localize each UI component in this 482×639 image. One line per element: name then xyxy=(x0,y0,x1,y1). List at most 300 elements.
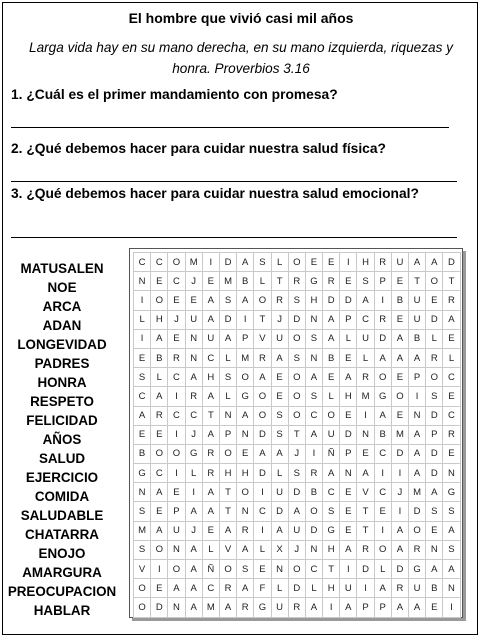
grid-cell[interactable]: E xyxy=(391,368,408,387)
grid-cell[interactable]: N xyxy=(168,598,185,617)
grid-cell[interactable]: B xyxy=(134,444,151,463)
grid-cell[interactable]: S xyxy=(288,464,305,483)
grid-cell[interactable]: A xyxy=(409,253,426,272)
grid-cell[interactable]: C xyxy=(202,348,219,367)
grid-cell[interactable]: N xyxy=(340,464,357,483)
grid-cell[interactable]: O xyxy=(219,444,236,463)
grid-cell[interactable]: G xyxy=(134,464,151,483)
grid-cell[interactable]: A xyxy=(340,368,357,387)
grid-cell[interactable]: N xyxy=(134,272,151,291)
grid-cell[interactable]: D xyxy=(288,483,305,502)
grid-cell[interactable]: R xyxy=(443,291,460,310)
grid-cell[interactable]: J xyxy=(185,521,202,540)
grid-cell[interactable]: C xyxy=(185,406,202,425)
grid-cell[interactable]: T xyxy=(357,502,374,521)
grid-cell[interactable]: D xyxy=(340,291,357,310)
grid-cell[interactable]: S xyxy=(443,502,460,521)
grid-cell[interactable]: S xyxy=(305,387,322,406)
grid-cell[interactable]: O xyxy=(323,406,340,425)
grid-cell[interactable]: O xyxy=(305,502,322,521)
grid-cell[interactable]: B xyxy=(409,329,426,348)
grid-cell[interactable]: E xyxy=(168,483,185,502)
grid-cell[interactable]: U xyxy=(168,521,185,540)
grid-cell[interactable]: A xyxy=(185,540,202,559)
grid-cell[interactable]: H xyxy=(357,253,374,272)
grid-cell[interactable]: S xyxy=(323,502,340,521)
grid-cell[interactable]: C xyxy=(443,406,460,425)
grid-cell[interactable]: O xyxy=(288,560,305,579)
grid-cell[interactable]: O xyxy=(374,540,391,559)
grid-cell[interactable]: A xyxy=(271,444,288,463)
grid-cell[interactable]: A xyxy=(219,598,236,617)
grid-cell[interactable]: O xyxy=(288,387,305,406)
grid-cell[interactable]: D xyxy=(409,502,426,521)
grid-cell[interactable]: A xyxy=(305,368,322,387)
grid-cell[interactable]: I xyxy=(134,291,151,310)
grid-cell[interactable]: S xyxy=(443,540,460,559)
grid-cell[interactable]: M xyxy=(219,272,236,291)
grid-cell[interactable]: E xyxy=(323,368,340,387)
grid-cell[interactable]: E xyxy=(151,579,168,598)
grid-cell[interactable]: D xyxy=(426,310,443,329)
grid-cell[interactable]: D xyxy=(391,560,408,579)
grid-cell[interactable]: B xyxy=(323,348,340,367)
grid-cell[interactable]: L xyxy=(374,560,391,579)
grid-cell[interactable]: S xyxy=(271,406,288,425)
grid-cell[interactable]: G xyxy=(443,483,460,502)
grid-cell[interactable]: C xyxy=(443,368,460,387)
grid-cell[interactable]: T xyxy=(443,272,460,291)
grid-cell[interactable]: S xyxy=(134,502,151,521)
grid-cell[interactable]: T xyxy=(219,502,236,521)
grid-cell[interactable]: O xyxy=(134,598,151,617)
grid-cell[interactable]: D xyxy=(288,310,305,329)
grid-cell[interactable]: E xyxy=(443,387,460,406)
grid-cell[interactable]: M xyxy=(134,521,151,540)
grid-cell[interactable]: D xyxy=(340,425,357,444)
grid-cell[interactable]: I xyxy=(185,483,202,502)
grid-cell[interactable]: E xyxy=(185,291,202,310)
grid-cell[interactable]: I xyxy=(168,464,185,483)
grid-cell[interactable]: L xyxy=(151,368,168,387)
grid-cell[interactable]: G xyxy=(409,560,426,579)
grid-cell[interactable]: R xyxy=(288,272,305,291)
grid-cell[interactable]: U xyxy=(185,310,202,329)
grid-cell[interactable]: H xyxy=(323,579,340,598)
grid-cell[interactable]: C xyxy=(134,387,151,406)
grid-cell[interactable]: P xyxy=(340,444,357,463)
grid-cell[interactable]: O xyxy=(288,406,305,425)
grid-cell[interactable]: C xyxy=(168,272,185,291)
grid-cell[interactable]: O xyxy=(237,368,254,387)
grid-cell[interactable]: J xyxy=(271,310,288,329)
grid-cell[interactable]: A xyxy=(340,598,357,617)
grid-cell[interactable]: A xyxy=(202,483,219,502)
grid-cell[interactable]: E xyxy=(271,368,288,387)
grid-cell[interactable]: H xyxy=(305,291,322,310)
grid-cell[interactable]: V xyxy=(254,329,271,348)
grid-cell[interactable]: O xyxy=(426,368,443,387)
grid-cell[interactable]: E xyxy=(271,387,288,406)
grid-cell[interactable]: D xyxy=(374,329,391,348)
grid-cell[interactable]: D xyxy=(151,598,168,617)
grid-cell[interactable]: D xyxy=(323,291,340,310)
grid-cell[interactable]: A xyxy=(202,291,219,310)
grid-cell[interactable]: H xyxy=(323,540,340,559)
grid-cell[interactable]: B xyxy=(305,483,322,502)
grid-cell[interactable]: N xyxy=(409,406,426,425)
grid-cell[interactable]: L xyxy=(202,540,219,559)
grid-cell[interactable]: I xyxy=(134,329,151,348)
grid-cell[interactable]: S xyxy=(288,348,305,367)
grid-cell[interactable]: D xyxy=(254,425,271,444)
grid-cell[interactable]: S xyxy=(288,291,305,310)
grid-cell[interactable]: A xyxy=(323,310,340,329)
grid-cell[interactable]: E xyxy=(168,291,185,310)
grid-cell[interactable]: C xyxy=(151,253,168,272)
grid-cell[interactable]: A xyxy=(374,348,391,367)
grid-cell[interactable]: P xyxy=(357,598,374,617)
grid-cell[interactable]: L xyxy=(219,387,236,406)
grid-cell[interactable]: T xyxy=(323,560,340,579)
grid-cell[interactable]: P xyxy=(237,329,254,348)
grid-cell[interactable]: A xyxy=(426,253,443,272)
grid-cell[interactable]: E xyxy=(151,272,168,291)
grid-cell[interactable]: N xyxy=(305,310,322,329)
grid-cell[interactable]: S xyxy=(357,272,374,291)
grid-cell[interactable]: B xyxy=(426,579,443,598)
grid-cell[interactable]: C xyxy=(202,579,219,598)
grid-cell[interactable]: R xyxy=(151,406,168,425)
grid-cell[interactable]: O xyxy=(151,444,168,463)
grid-cell[interactable]: P xyxy=(219,425,236,444)
grid-cell[interactable]: S xyxy=(219,368,236,387)
grid-cell[interactable]: E xyxy=(151,502,168,521)
grid-cell[interactable]: A xyxy=(409,598,426,617)
grid-cell[interactable]: E xyxy=(202,521,219,540)
grid-cell[interactable]: N xyxy=(237,502,254,521)
grid-cell[interactable]: N xyxy=(443,464,460,483)
grid-cell[interactable]: I xyxy=(357,406,374,425)
grid-cell[interactable]: R xyxy=(237,521,254,540)
grid-cell[interactable]: A xyxy=(271,348,288,367)
grid-cell[interactable]: A xyxy=(168,579,185,598)
grid-cell[interactable]: U xyxy=(409,579,426,598)
grid-cell[interactable]: E xyxy=(151,425,168,444)
grid-cell[interactable]: A xyxy=(219,521,236,540)
grid-cell[interactable]: A xyxy=(391,598,408,617)
grid-cell[interactable]: L xyxy=(443,348,460,367)
grid-cell[interactable]: L xyxy=(305,579,322,598)
grid-cell[interactable]: N xyxy=(443,579,460,598)
grid-cell[interactable]: R xyxy=(426,348,443,367)
grid-cell[interactable]: I xyxy=(374,291,391,310)
grid-cell[interactable]: B xyxy=(151,348,168,367)
grid-cell[interactable]: D xyxy=(254,464,271,483)
grid-cell[interactable]: R xyxy=(271,291,288,310)
grid-cell[interactable]: B xyxy=(237,272,254,291)
grid-cell[interactable]: A xyxy=(391,521,408,540)
grid-cell[interactable]: O xyxy=(168,444,185,463)
grid-cell[interactable]: A xyxy=(237,253,254,272)
grid-cell[interactable]: N xyxy=(271,560,288,579)
grid-cell[interactable]: J xyxy=(168,310,185,329)
grid-cell[interactable]: R xyxy=(202,464,219,483)
grid-cell[interactable]: S xyxy=(134,540,151,559)
grid-cell[interactable]: A xyxy=(185,598,202,617)
grid-cell[interactable]: A xyxy=(357,291,374,310)
grid-cell[interactable]: E xyxy=(443,329,460,348)
grid-cell[interactable]: T xyxy=(202,406,219,425)
grid-cell[interactable]: A xyxy=(151,521,168,540)
grid-cell[interactable]: E xyxy=(340,406,357,425)
grid-cell[interactable]: O xyxy=(134,579,151,598)
grid-cell[interactable]: O xyxy=(374,368,391,387)
grid-cell[interactable]: R xyxy=(374,310,391,329)
grid-cell[interactable]: A xyxy=(254,444,271,463)
answer-line-1[interactable] xyxy=(11,127,449,128)
grid-cell[interactable]: A xyxy=(374,406,391,425)
grid-cell[interactable]: R xyxy=(305,464,322,483)
grid-cell[interactable]: E xyxy=(340,483,357,502)
grid-cell[interactable]: J xyxy=(288,540,305,559)
grid-cell[interactable]: E xyxy=(202,272,219,291)
grid-cell[interactable]: I xyxy=(237,310,254,329)
grid-cell[interactable]: L xyxy=(271,253,288,272)
grid-cell[interactable]: E xyxy=(340,272,357,291)
answer-line-2[interactable] xyxy=(11,181,457,182)
grid-cell[interactable]: S xyxy=(426,387,443,406)
grid-cell[interactable]: I xyxy=(374,464,391,483)
grid-cell[interactable]: R xyxy=(219,579,236,598)
grid-cell[interactable]: N xyxy=(426,540,443,559)
answer-line-3[interactable] xyxy=(11,237,457,238)
grid-cell[interactable]: O xyxy=(168,253,185,272)
grid-cell[interactable]: I xyxy=(168,387,185,406)
grid-cell[interactable]: D xyxy=(426,464,443,483)
grid-cell[interactable]: G xyxy=(237,387,254,406)
grid-cell[interactable]: L xyxy=(271,464,288,483)
grid-cell[interactable]: I xyxy=(202,253,219,272)
grid-cell[interactable]: C xyxy=(134,253,151,272)
grid-cell[interactable]: N xyxy=(168,540,185,559)
grid-cell[interactable]: B xyxy=(391,291,408,310)
grid-cell[interactable]: A xyxy=(305,598,322,617)
grid-cell[interactable]: A xyxy=(237,540,254,559)
grid-cell[interactable]: B xyxy=(374,425,391,444)
grid-cell[interactable]: E xyxy=(323,253,340,272)
grid-cell[interactable]: J xyxy=(185,272,202,291)
grid-cell[interactable]: N xyxy=(305,540,322,559)
grid-cell[interactable]: D xyxy=(391,444,408,463)
grid-cell[interactable]: S xyxy=(134,368,151,387)
grid-cell[interactable]: A xyxy=(443,560,460,579)
grid-cell[interactable]: A xyxy=(391,348,408,367)
grid-cell[interactable]: A xyxy=(443,521,460,540)
grid-cell[interactable]: U xyxy=(271,598,288,617)
grid-cell[interactable]: R xyxy=(323,272,340,291)
grid-cell[interactable]: E xyxy=(374,502,391,521)
grid-cell[interactable]: M xyxy=(185,253,202,272)
grid-cell[interactable]: J xyxy=(185,425,202,444)
grid-cell[interactable]: I xyxy=(305,444,322,463)
grid-cell[interactable]: R xyxy=(391,579,408,598)
grid-cell[interactable]: D xyxy=(219,253,236,272)
grid-cell[interactable]: D xyxy=(426,444,443,463)
grid-cell[interactable]: A xyxy=(409,425,426,444)
grid-cell[interactable]: V xyxy=(219,540,236,559)
grid-cell[interactable]: R xyxy=(254,348,271,367)
grid-cell[interactable]: R xyxy=(443,425,460,444)
grid-cell[interactable]: N xyxy=(134,483,151,502)
grid-cell[interactable]: R xyxy=(237,598,254,617)
grid-cell[interactable]: U xyxy=(409,310,426,329)
grid-cell[interactable]: I xyxy=(443,598,460,617)
grid-cell[interactable]: M xyxy=(357,387,374,406)
grid-cell[interactable]: E xyxy=(391,272,408,291)
grid-cell[interactable]: E xyxy=(340,502,357,521)
grid-cell[interactable]: A xyxy=(254,368,271,387)
grid-cell[interactable]: A xyxy=(202,310,219,329)
grid-cell[interactable]: N xyxy=(219,406,236,425)
grid-cell[interactable]: I xyxy=(323,598,340,617)
grid-cell[interactable]: T xyxy=(271,272,288,291)
grid-cell[interactable]: P xyxy=(340,310,357,329)
grid-cell[interactable]: L xyxy=(271,579,288,598)
grid-cell[interactable]: V xyxy=(357,483,374,502)
grid-cell[interactable]: L xyxy=(323,387,340,406)
grid-cell[interactable]: R xyxy=(288,598,305,617)
grid-cell[interactable]: O xyxy=(288,368,305,387)
grid-cell[interactable]: S xyxy=(426,502,443,521)
grid-cell[interactable]: J xyxy=(391,483,408,502)
grid-cell[interactable]: A xyxy=(271,521,288,540)
grid-cell[interactable]: A xyxy=(391,540,408,559)
grid-cell[interactable]: L xyxy=(254,540,271,559)
grid-cell[interactable]: R xyxy=(202,444,219,463)
grid-cell[interactable]: A xyxy=(323,464,340,483)
grid-cell[interactable]: S xyxy=(271,425,288,444)
grid-cell[interactable]: C xyxy=(151,464,168,483)
grid-cell[interactable]: A xyxy=(185,502,202,521)
grid-cell[interactable]: L xyxy=(357,348,374,367)
grid-cell[interactable]: A xyxy=(202,502,219,521)
grid-cell[interactable]: C xyxy=(374,483,391,502)
grid-cell[interactable]: A xyxy=(323,329,340,348)
grid-cell[interactable]: O xyxy=(219,560,236,579)
grid-cell[interactable]: I xyxy=(409,387,426,406)
grid-cell[interactable]: M xyxy=(409,483,426,502)
grid-cell[interactable]: C xyxy=(323,483,340,502)
grid-cell[interactable]: A xyxy=(185,560,202,579)
grid-cell[interactable]: C xyxy=(305,406,322,425)
grid-cell[interactable]: C xyxy=(168,406,185,425)
grid-cell[interactable]: E xyxy=(357,444,374,463)
grid-cell[interactable]: H xyxy=(237,464,254,483)
grid-cell[interactable]: O xyxy=(168,560,185,579)
grid-cell[interactable]: I xyxy=(357,579,374,598)
grid-cell[interactable]: A xyxy=(374,579,391,598)
grid-cell[interactable]: C xyxy=(254,502,271,521)
grid-cell[interactable]: H xyxy=(340,387,357,406)
grid-cell[interactable]: I xyxy=(340,253,357,272)
grid-cell[interactable]: H xyxy=(219,464,236,483)
grid-cell[interactable]: R xyxy=(185,387,202,406)
grid-cell[interactable]: A xyxy=(409,464,426,483)
grid-cell[interactable]: L xyxy=(134,310,151,329)
grid-cell[interactable]: L xyxy=(340,329,357,348)
grid-cell[interactable]: O xyxy=(254,387,271,406)
grid-cell[interactable]: S xyxy=(305,329,322,348)
grid-cell[interactable]: C xyxy=(305,560,322,579)
grid-cell[interactable]: A xyxy=(219,329,236,348)
grid-cell[interactable]: E xyxy=(391,310,408,329)
grid-cell[interactable]: U xyxy=(202,329,219,348)
grid-cell[interactable]: E xyxy=(426,291,443,310)
grid-cell[interactable]: A xyxy=(409,444,426,463)
grid-cell[interactable]: A xyxy=(202,425,219,444)
grid-cell[interactable]: I xyxy=(254,521,271,540)
grid-cell[interactable]: I xyxy=(168,425,185,444)
grid-cell[interactable]: G xyxy=(254,598,271,617)
grid-cell[interactable]: D xyxy=(443,253,460,272)
grid-cell[interactable]: G xyxy=(185,444,202,463)
grid-cell[interactable]: E xyxy=(168,329,185,348)
grid-cell[interactable]: O xyxy=(237,483,254,502)
grid-cell[interactable]: E xyxy=(426,598,443,617)
grid-cell[interactable]: G xyxy=(374,387,391,406)
grid-cell[interactable]: C xyxy=(357,310,374,329)
grid-cell[interactable]: T xyxy=(219,483,236,502)
grid-cell[interactable]: O xyxy=(409,521,426,540)
grid-cell[interactable]: E xyxy=(237,444,254,463)
grid-cell[interactable]: M xyxy=(391,425,408,444)
grid-cell[interactable]: D xyxy=(426,406,443,425)
grid-cell[interactable]: R xyxy=(409,540,426,559)
grid-cell[interactable]: R xyxy=(357,368,374,387)
grid-cell[interactable]: C xyxy=(168,368,185,387)
grid-cell[interactable]: O xyxy=(391,387,408,406)
grid-cell[interactable]: A xyxy=(426,560,443,579)
grid-cell[interactable]: E xyxy=(134,425,151,444)
grid-cell[interactable]: D xyxy=(271,502,288,521)
grid-cell[interactable]: U xyxy=(271,483,288,502)
grid-cell[interactable]: A xyxy=(340,540,357,559)
grid-cell[interactable]: P xyxy=(409,368,426,387)
grid-cell[interactable]: P xyxy=(168,502,185,521)
grid-cell[interactable]: U xyxy=(357,329,374,348)
grid-cell[interactable]: L xyxy=(426,329,443,348)
grid-cell[interactable]: D xyxy=(288,579,305,598)
grid-cell[interactable]: A xyxy=(151,387,168,406)
grid-cell[interactable]: I xyxy=(254,483,271,502)
grid-cell[interactable]: F xyxy=(254,579,271,598)
grid-cell[interactable]: S xyxy=(254,253,271,272)
grid-cell[interactable]: U xyxy=(391,253,408,272)
grid-cell[interactable]: T xyxy=(254,310,271,329)
grid-cell[interactable]: O xyxy=(151,291,168,310)
grid-cell[interactable]: U xyxy=(271,329,288,348)
grid-cell[interactable]: E xyxy=(134,348,151,367)
grid-cell[interactable]: O xyxy=(151,540,168,559)
grid-cell[interactable]: N xyxy=(357,425,374,444)
grid-cell[interactable]: N xyxy=(305,348,322,367)
grid-cell[interactable]: E xyxy=(305,253,322,272)
grid-cell[interactable]: J xyxy=(288,444,305,463)
grid-cell[interactable]: N xyxy=(185,348,202,367)
grid-cell[interactable]: N xyxy=(237,425,254,444)
grid-cell[interactable]: A xyxy=(202,387,219,406)
